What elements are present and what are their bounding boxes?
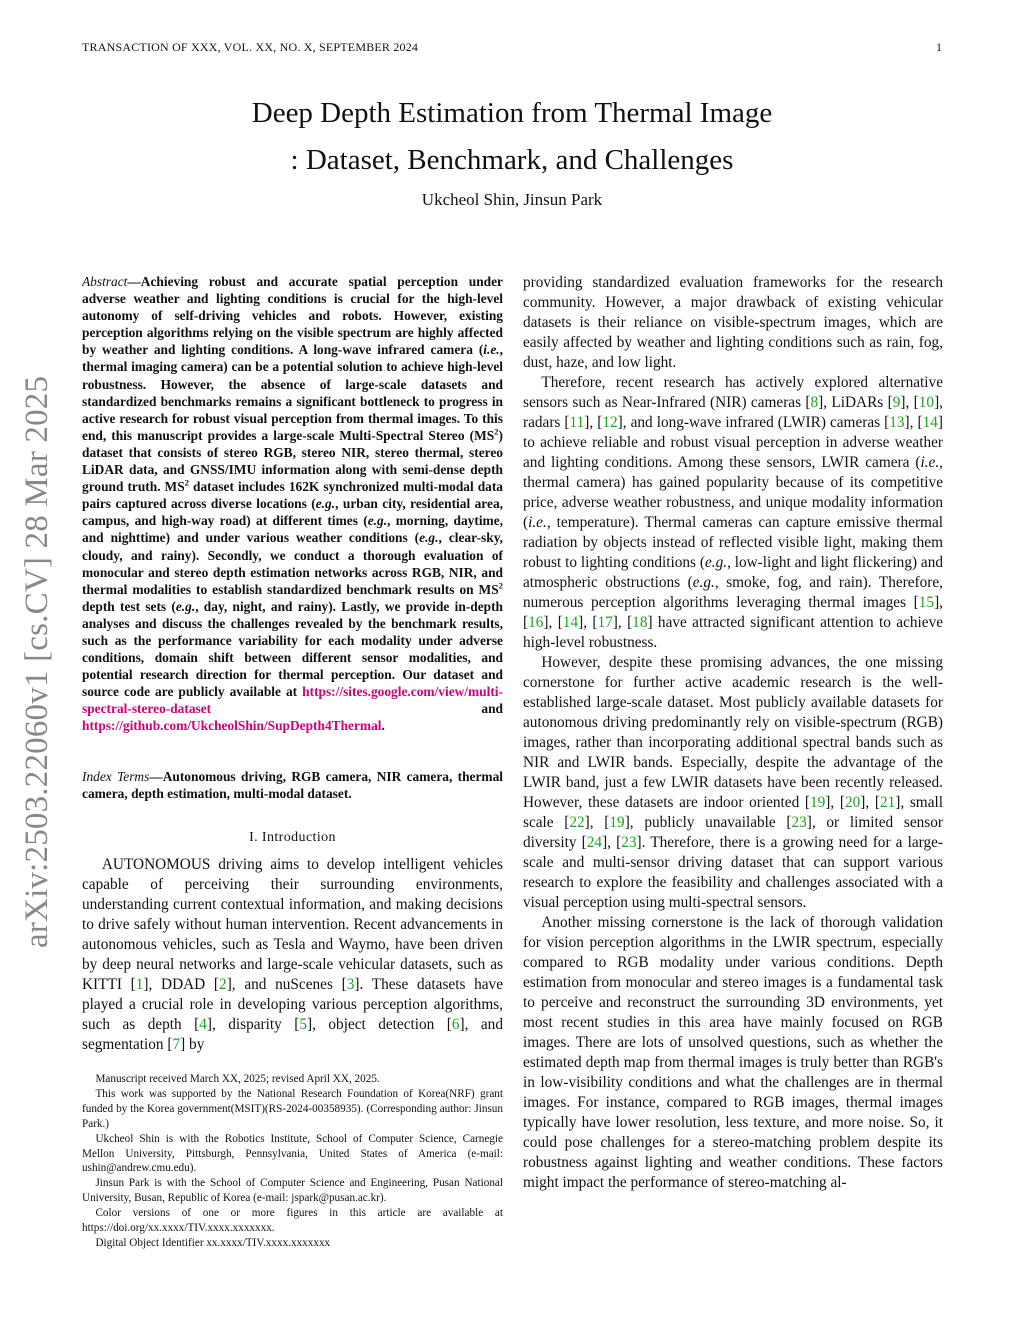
paragraph: Another missing cornerstone is the lack of thorough validation for vision perception algorithms in the LWIR spectrum, especially compared to RGB modality under various conditions. Depth estimation from monocular and stereo images is a fundamental task to perceive and reconstruct the surrounding 3D environments, yet most recent studies in this area have mainly focused on RGB images. There are lots of unsolved questions, such as whether the estimated depth map from thermal images is truly better than RGB's in low-visibility conditions and what the challenges are in thermal images. For instance, compared to RGB images, thermal images typically have lower resolution, less texture, and more noise. So, it could pose challenges for a stereo-matching problem despite its robustness against lighting and weather conditions. These factors might impact the performance of stereo-matching al- [523,914,943,1191]
index-terms-label: Index Terms [82,769,150,784]
citation-link[interactable]: 10 [918,394,935,411]
footnote: Manuscript received March XX, 2025; revised April XX, 2025. [95,1073,380,1085]
paper-title-line2: : Dataset, Benchmark, and Challenges [290,144,734,176]
citation-link[interactable]: 21 [879,794,896,811]
citation-link[interactable]: 16 [528,614,544,631]
arxiv-stamp: arXiv:2503.22060v1 [cs.CV] 28 Mar 2025 [19,375,55,948]
section-heading: I. Introduction [249,830,336,845]
github-link[interactable]: https://github.com/UkcheolShin/SupDepth4Thermal [82,718,382,734]
citation-link[interactable]: 6 [451,1016,460,1033]
citation-link[interactable]: 13 [889,414,905,431]
citation-link[interactable]: 18 [632,614,648,631]
citation-link[interactable]: 8 [810,394,819,411]
citation-link[interactable]: 14 [922,414,938,431]
citation-link[interactable]: 19 [809,794,826,811]
paragraph: However, despite these promising advances, the one missing cornerstone for further active academic research is the well-established large-scale dataset. Most publicly available datasets for autonomous driving predominantly rely on visible-spectrum (RGB) images, rather than incorporating additional spectral bands such as NIR and LWIR bands. Especially, despite the advantage of the LWIR band, just a few LWIR datasets have been recently released. However, these datasets are indoor oriented [19], [20], [21], small scale [22], [19], publicly unavailable [23], or limited sensor diversity [24], [23]. Therefore, there is a growing need for a large-scale and multi-sensor driving dataset that can support various research to explore the feasibility and challenges associated with a visual perception using multi-spectral sensors. [523,654,943,911]
index-terms: Index Terms—Autonomous driving, RGB camera, NIR camera, thermal camera, depth estimation, multi-modal dataset. [82,769,504,802]
paragraph: Therefore, recent research has actively explored alternative sensors such as Near-Infrared (NIR) cameras [8], LiDARs [9], [10], radars [11], [12], and long-wave infrared (LWIR) cameras [13], [14] to achieve reliable and robust visual perception in adverse weather and lighting conditions. Among these sensors, LWIR camera (i.e., thermal camera) has gained popularity because of its competitive price, adverse weather robustness, and unique modality information (i.e., temperature). Thermal cameras can capture emissive thermal radiation by objects instead of reflected visible light, making them robust to lighting conditions (e.g., low-light and light flickering) and atmospheric obstructions (e.g., smoke, fog, and rain). Therefore, numerous perception algorithms leveraging thermal images [15], [16], [14], [17], [18] have attracted significant attention to achieve high-level robustness. [523,374,944,651]
citation-link[interactable]: 4 [199,1016,207,1033]
citation-link[interactable]: 22 [569,814,585,831]
footnote: Ukcheol Shin is with the Robotics Institute, School of Computer Science, Carnegie Mellon University, Pittsburgh, Pennsylvania, United States of America (e-mail: ushin@andrew.cmu.edu). [82,1132,503,1175]
footnote: Jinsun Park is with the School of Computer Science and Engineering, Pusan National University, Busan, Republic of Korea (e-mail: jspark@pusan.ac.kr). [82,1177,503,1205]
footnotes [82,1072,503,1251]
abstract: Abstract—Achieving robust and accurate spatial perception under adverse weather and lighting conditions is crucial for the high-level autonomy of self-driving vehicles and robots. However, existing perception algorithms relying on the visible spectrum are highly affected by weather and lighting conditions. A long-wave infrared camera (i.e., thermal imaging camera) can be a potential solution to achieve high-level robustness. However, the absence of large-scale datasets and standardized benchmarks remains a significant bottleneck to progress in active research for robust visual perception from thermal images. To this end, this manuscript provides a large-scale Multi-Spectral Stereo $(MS^2)$ dataset that consists of stereo RGB, stereo NIR, stereo thermal, stereo LiDAR data, and GNSS/IMU information along with semi-dense depth ground truth. $MS^2$ dataset includes 162K synchronized multi-modal data pairs captured across diverse locations (e.g., urban city, residential area, campus, and high-way road) at different times (e.g., morning, daytime, and nighttime) and under various weather conditions (e.g., clear-sky, cloudy, and rainy). Secondly, we conduct a thorough evaluation of monocular and stereo depth estimation networks across RGB, NIR, and thermal modalities to establish standardized benchmark results on $MS^2$ depth test sets (e.g., day, night, and rainy). Lastly, we provide in-depth analyses and discuss the challenges revealed by the benchmark results, such as the performance variability for each modality under adverse conditions, domain shift between different sensor modalities, and potential research direction for thermal perception. Our dataset and source code are publicly available at https://sites.google.com/view/multi-spectral-stereo-dataset and https://github.com/UkcheolShin/SupDepth4Thermal. [82,274,503,734]
citation-link[interactable]: 23 [791,814,807,831]
citation-link[interactable]: 19 [609,814,625,831]
citation-link[interactable]: 5 [299,1016,308,1033]
citation-link[interactable]: 14 [562,614,579,631]
citation-link[interactable]: 3 [346,976,355,993]
footnote: Color versions of one or more figures in this article are available at https://doi.org/xx.xxxx/TIV.xxxx.xxxxxxx. [82,1207,503,1235]
right-column [523,273,943,1193]
citation-link[interactable]: 1 [135,976,144,993]
intro-paragraph: AUTONOMOUS driving aims to develop intelligent vehicles capable of perceiving their surrounding environments, understanding current contextual information, and making decisions to drive safely without human intervention. Recent advancements in autonomous vehicles, such as Tesla and Waymo, have been driven by deep neural networks and large-scale vehicular datasets, such as KITTI [1], DDAD [2], and nuScenes [3]. These datasets have played a crucial role in developing various perception algorithms, such as depth [4], disparity [5], object detection [6], and segmentation [7] by [82,856,503,1053]
paper-title-line1: Deep Depth Estimation from Thermal Image [251,97,773,129]
author-list: Ukcheol Shin, Jinsun Park [421,190,603,209]
citation-link[interactable]: 20 [844,794,861,811]
citation-link[interactable]: 15 [918,594,935,611]
citation-link[interactable]: 23 [621,834,637,851]
footnote: This work was supported by the National Research Foundation of Korea(NRF) grant funded by the Korea government(MSIT)(RS-2024-00358935). (Corresponding author: Jinsun Park.) [82,1087,503,1130]
paragraph: providing standardized evaluation frameworks for the research community. However, a major drawback of existing vehicular datasets is their reliance on visible-spectrum images, which are easily affected by weather and lighting conditions such as rain, fog, dust, haze, and low light. [523,274,943,371]
citation-link[interactable]: 17 [597,614,613,631]
footnote: Digital Object Identifier xx.xxxx/TIV.xxxx.xxxxxxx [95,1236,331,1249]
running-header: TRANSACTION OF XXX, VOL. XX, NO. X, SEPTEMBER 2024 [82,40,419,54]
page-number: 1 [936,40,942,54]
citation-link[interactable]: 24 [586,834,603,851]
citation-link[interactable]: 12 [602,414,618,431]
abstract-label: Abstract [82,274,128,289]
citation-link[interactable]: 2 [219,976,227,993]
citation-link[interactable]: 9 [892,394,901,411]
citation-link[interactable]: 11 [569,414,585,431]
dataset-link[interactable]: https://sites.google.com/view/multi-spectral-stereo-dataset [82,684,503,717]
citation-link[interactable]: 7 [172,1036,181,1053]
